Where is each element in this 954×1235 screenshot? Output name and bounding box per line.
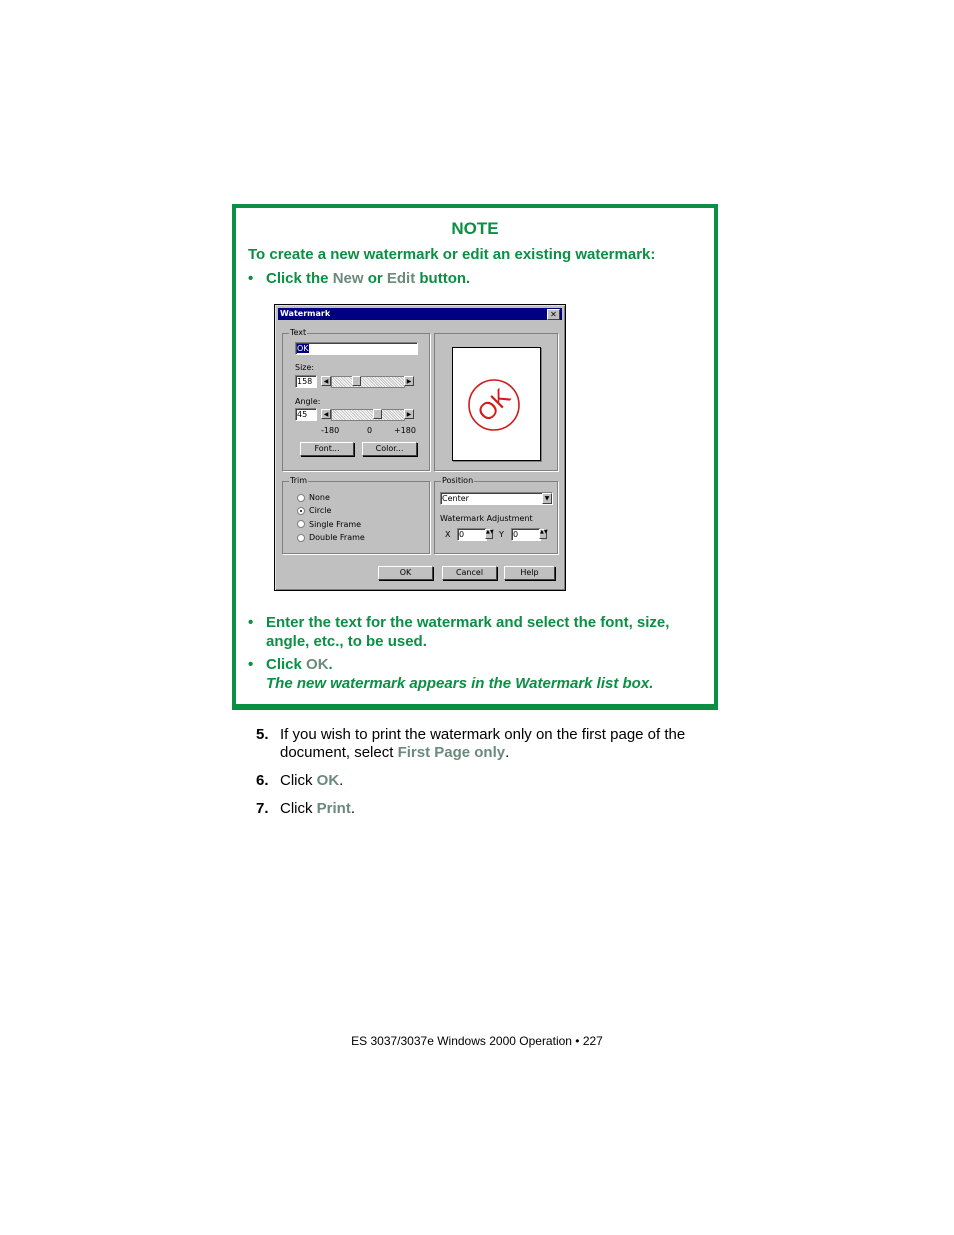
note-title: NOTE [451,219,499,238]
tick-max: +180 [394,426,416,435]
adjust-label: Watermark Adjustment [440,514,533,523]
dialog-title: Watermark [280,309,331,318]
tick-mid: 0 [367,426,373,435]
x-input[interactable]: 0 [457,528,487,541]
preview-group [434,333,558,471]
note-italic-result: The new watermark appears in the Watermark list box. [266,675,654,692]
size-label: Size: [295,363,315,372]
note-bullet-1: • Click the New or Edit button. [248,270,471,287]
ok-button[interactable]: OK [378,566,433,580]
text-input[interactable]: OK [295,342,418,355]
angle-slider[interactable] [331,409,405,421]
angle-left-arrow-icon[interactable]: ◀ [321,409,331,419]
size-right-arrow-icon[interactable]: ▶ [404,376,414,386]
print-step-label: Print [316,800,351,817]
cancel-button[interactable]: Cancel [442,566,497,580]
x-spin-icon[interactable]: ▲▼ [485,529,493,539]
font-button[interactable]: Font... [300,442,354,456]
help-button[interactable]: Help [504,566,555,580]
radio-double-frame-label: Double Frame [309,533,365,542]
size-left-arrow-icon[interactable]: ◀ [321,376,331,386]
x-label: X [445,530,451,539]
radio-none[interactable] [297,494,305,502]
angle-label: Angle: [295,397,321,406]
radio-single-frame[interactable] [297,520,305,528]
angle-slider-thumb[interactable] [373,409,382,419]
radio-single-frame-label: Single Frame [309,520,362,529]
trim-group: Trim None Circle Single Frame Double Frame [282,481,430,554]
note-box [232,204,718,710]
dialog-title-bar [278,308,562,320]
ok-label: OK [306,656,329,673]
radio-none-label: None [309,493,330,502]
note-bullet-2: • Enter the text for the watermark and select the font, size, angle, etc., to be used. [248,614,670,650]
position-select[interactable]: Center ▼ [440,492,553,505]
y-label: Y [499,530,504,539]
tick-min: -180 [321,426,340,435]
radio-double-frame[interactable] [297,534,305,542]
position-group: Position Center ▼ Watermark Adjustment X 0 ▲▼ Y 0 ▲▼ [434,481,558,554]
preview-text: OK [472,383,517,428]
angle-input[interactable]: 45 [295,408,317,421]
y-spin-icon[interactable]: ▲▼ [539,529,547,539]
first-page-only-label: First Page only [397,744,506,761]
edit-label: Edit [386,270,416,287]
size-input[interactable]: 158 [295,375,317,388]
radio-circle[interactable] [297,507,305,515]
close-icon[interactable]: ✕ [547,309,560,320]
ok-step-label: OK [316,772,340,789]
angle-right-arrow-icon[interactable]: ▶ [404,409,414,419]
text-group: Text OK Size: 158 ◀ ▶ Angle: 45 ◀ ▶ -180 0 +180 Font... Color... [282,333,430,471]
note-intro: To create a new watermark or edit an existing watermark: [248,246,656,263]
size-slider[interactable] [331,376,405,388]
radio-circle-label: Circle [309,506,332,515]
ok-watermark-icon [453,348,540,460]
watermark-dialog [274,304,566,591]
y-input[interactable]: 0 [511,528,541,541]
watermark-preview [452,347,541,461]
bullet-mark: • [248,270,254,287]
new-label: New [332,270,364,287]
note-bullet-3: • Click OK. The new watermark appears in the Watermark list box. [248,656,654,692]
color-button[interactable]: Color... [362,442,417,456]
size-slider-thumb[interactable] [352,376,361,386]
chevron-down-icon[interactable]: ▼ [542,493,552,504]
page-footer: ES 3037/3037e Windows 2000 Operation • 227 [351,1034,603,1048]
